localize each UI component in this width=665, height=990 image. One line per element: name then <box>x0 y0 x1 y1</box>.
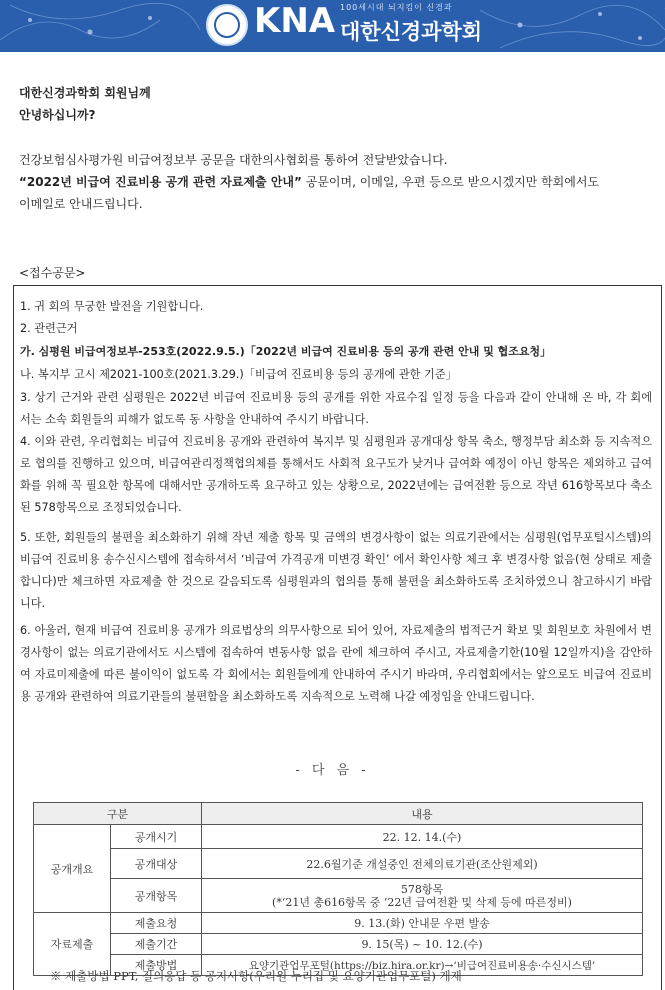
salutation: 대한신경과학회 회원님께 <box>19 86 151 100</box>
row-label: 공개항목 <box>111 879 202 913</box>
row-label: 제출기간 <box>111 934 202 955</box>
table-row <box>34 825 643 849</box>
row-label: 공개시기 <box>111 825 202 849</box>
table-header-row <box>34 803 643 825</box>
notice-title: “2022년 비급여 진료비용 공개 관련 자료제출 안내” <box>19 175 302 189</box>
table-row <box>34 934 643 955</box>
schedule-table <box>33 802 643 976</box>
hello-line: 안녕하십니까? <box>19 108 96 122</box>
header-tagline: 100세시대 뇌지킴이 신경과 <box>340 3 453 12</box>
row-value: 578항목 (*‘21년 총616항목 중 ‘22년 급여전환 및 삭제 등에 따른정비) <box>202 879 643 913</box>
item-1: 1. 귀 회의 무궁한 발전을 기원합니다. <box>20 300 204 313</box>
row-value: 22. 12. 14.(수) <box>202 825 643 849</box>
table-row <box>34 849 643 879</box>
item-4: 4. 이와 관련, 우리협회는 비급여 진료비용 공개와 관련하여 복지부 및 심평원과 공개대상 항목 축소, 행정부담 최소화 등 지속적으로 협의를 진행하고 있으며, 비급여관리정책협의체를 통해서도 사회적 요구도가 낮거나 급여화 예정이 아닌 항목은 제외하고 급여화를 위해 꼭 필요한 항목에 대해서만 공개하도록 요구하고 있는 상황으로, 2022년에는 급여전환 등으로 작년 616항목보다 축소된 578항목으로 조정되었습니다. <box>20 435 652 514</box>
row-label: 공개대상 <box>111 849 202 879</box>
intro-paragraph <box>19 149 649 215</box>
details-heading: - 다 음 - <box>295 763 370 778</box>
association-seal-icon <box>206 4 248 46</box>
intro-line-1: 건강보험심사평가원 비급여정보부 공문을 대한의사협회를 통하여 전달받았습니다. <box>19 153 448 167</box>
item-2-na: 나. 복지부 고시 제2021-100호(2021.3.29.)「비급여 진료비용 등의 공개에 관한 기준」 <box>20 368 457 381</box>
brand-abbreviation: KNA <box>254 1 336 41</box>
header-cell-category: 구분 <box>34 803 202 825</box>
item-6: 6. 아울러, 현재 비급여 진료비용 공개가 의료법상의 의무사항으로 되어 있어, 자료제출의 법적근거 확보 및 회원보호 차원에서 변경사항이 없는 의료기관에서도 시스템에 접속하여 변동사항 없음 란에 체크하여 주시고, 자료제출기한(10월 12일까지)을 감안하여 자료미제출에 따른 불이익이 없도록 각 회에서는 회원들에게 안내하여 주시기 바라며, 우리협회에서는 앞으로도 비급여 진료비용 공개와 관련하여 의료기관들의 불편함을 최소화하도록 지속적으로 노력해 나갈 예정임을 안내드립니다. <box>20 624 652 703</box>
item-2-ga: 가. 심평원 비급여정보부-253호(2022.9.5.)「2022년 비급여 진료비용 등의 공개 관련 안내 및 협조요청」 <box>20 345 552 358</box>
table-row <box>34 913 643 934</box>
item-5: 5. 또한, 회원들의 불편을 최소화하기 위해 작년 제출 항목 및 금액의 변경사항이 없는 의료기관에서는 심평원(업무포털시스템)의 비급여 진료비용 송수신시스템에 접속하셔서 ‘비급여 가격공개 미변경 확인’ 에서 확인사항 체크 후 변경사항 없음(현 상태로 제출합니다)만 체크하면 자료제출 한 것으로 갈음되도록 심평원과의 협의를 통해 불편을 최소화하도록 조치하였으니 참고하시기 바랍니다. <box>20 531 652 610</box>
row-value: 22.6월기준 개설중인 전체의료기관(조산원제외) <box>202 849 643 879</box>
table-row <box>34 879 643 913</box>
group-cell-submission: 자료제출 <box>34 913 111 976</box>
item-3: 3. 상기 근거와 관련 심평원은 2022년 비급여 진료비용 등의 공개를 위한 자료수집 일정 등을 다음과 같이 안내해 온 바, 각 회에서는 소속 회원들의 피해가 없도록 동 사항을 안내하여 주시기 바랍니다. <box>20 391 652 426</box>
intro-line-3: 이메일로 안내드립니다. <box>19 197 143 211</box>
row-label: 제출요청 <box>111 913 202 934</box>
greeting <box>19 82 151 126</box>
brand-name: 대한신경과학회 <box>340 20 483 44</box>
item-2: 2. 관련근거 <box>20 322 78 335</box>
row-value: 요양기관업무포털(https://biz.hira.or.kr)→‘비급여진료비용송·수신시스템’ <box>202 955 643 976</box>
row-value: 9. 13.(화) 안내문 우편 발송 <box>202 913 643 934</box>
row-value: 9. 15(목) ~ 10. 12.(수) <box>202 934 643 955</box>
footnote: ※ 제출방법 PPT, 질의응답 등 공지사항(우리원 누리집 및 요양기관업무포털) 게재 <box>50 969 462 983</box>
header-cell-content: 내용 <box>202 803 643 825</box>
header-banner <box>0 0 665 52</box>
intro-line-2: “2022년 비급여 진료비용 공개 관련 자료제출 안내” 공문이며, 이메일, 우편 등으로 받으시겠지만 학회에서도 <box>19 175 600 189</box>
received-document-label: <접수공문> <box>19 266 86 280</box>
row-label: 제출방법 <box>111 955 202 976</box>
group-cell-disclosure: 공개개요 <box>34 825 111 913</box>
